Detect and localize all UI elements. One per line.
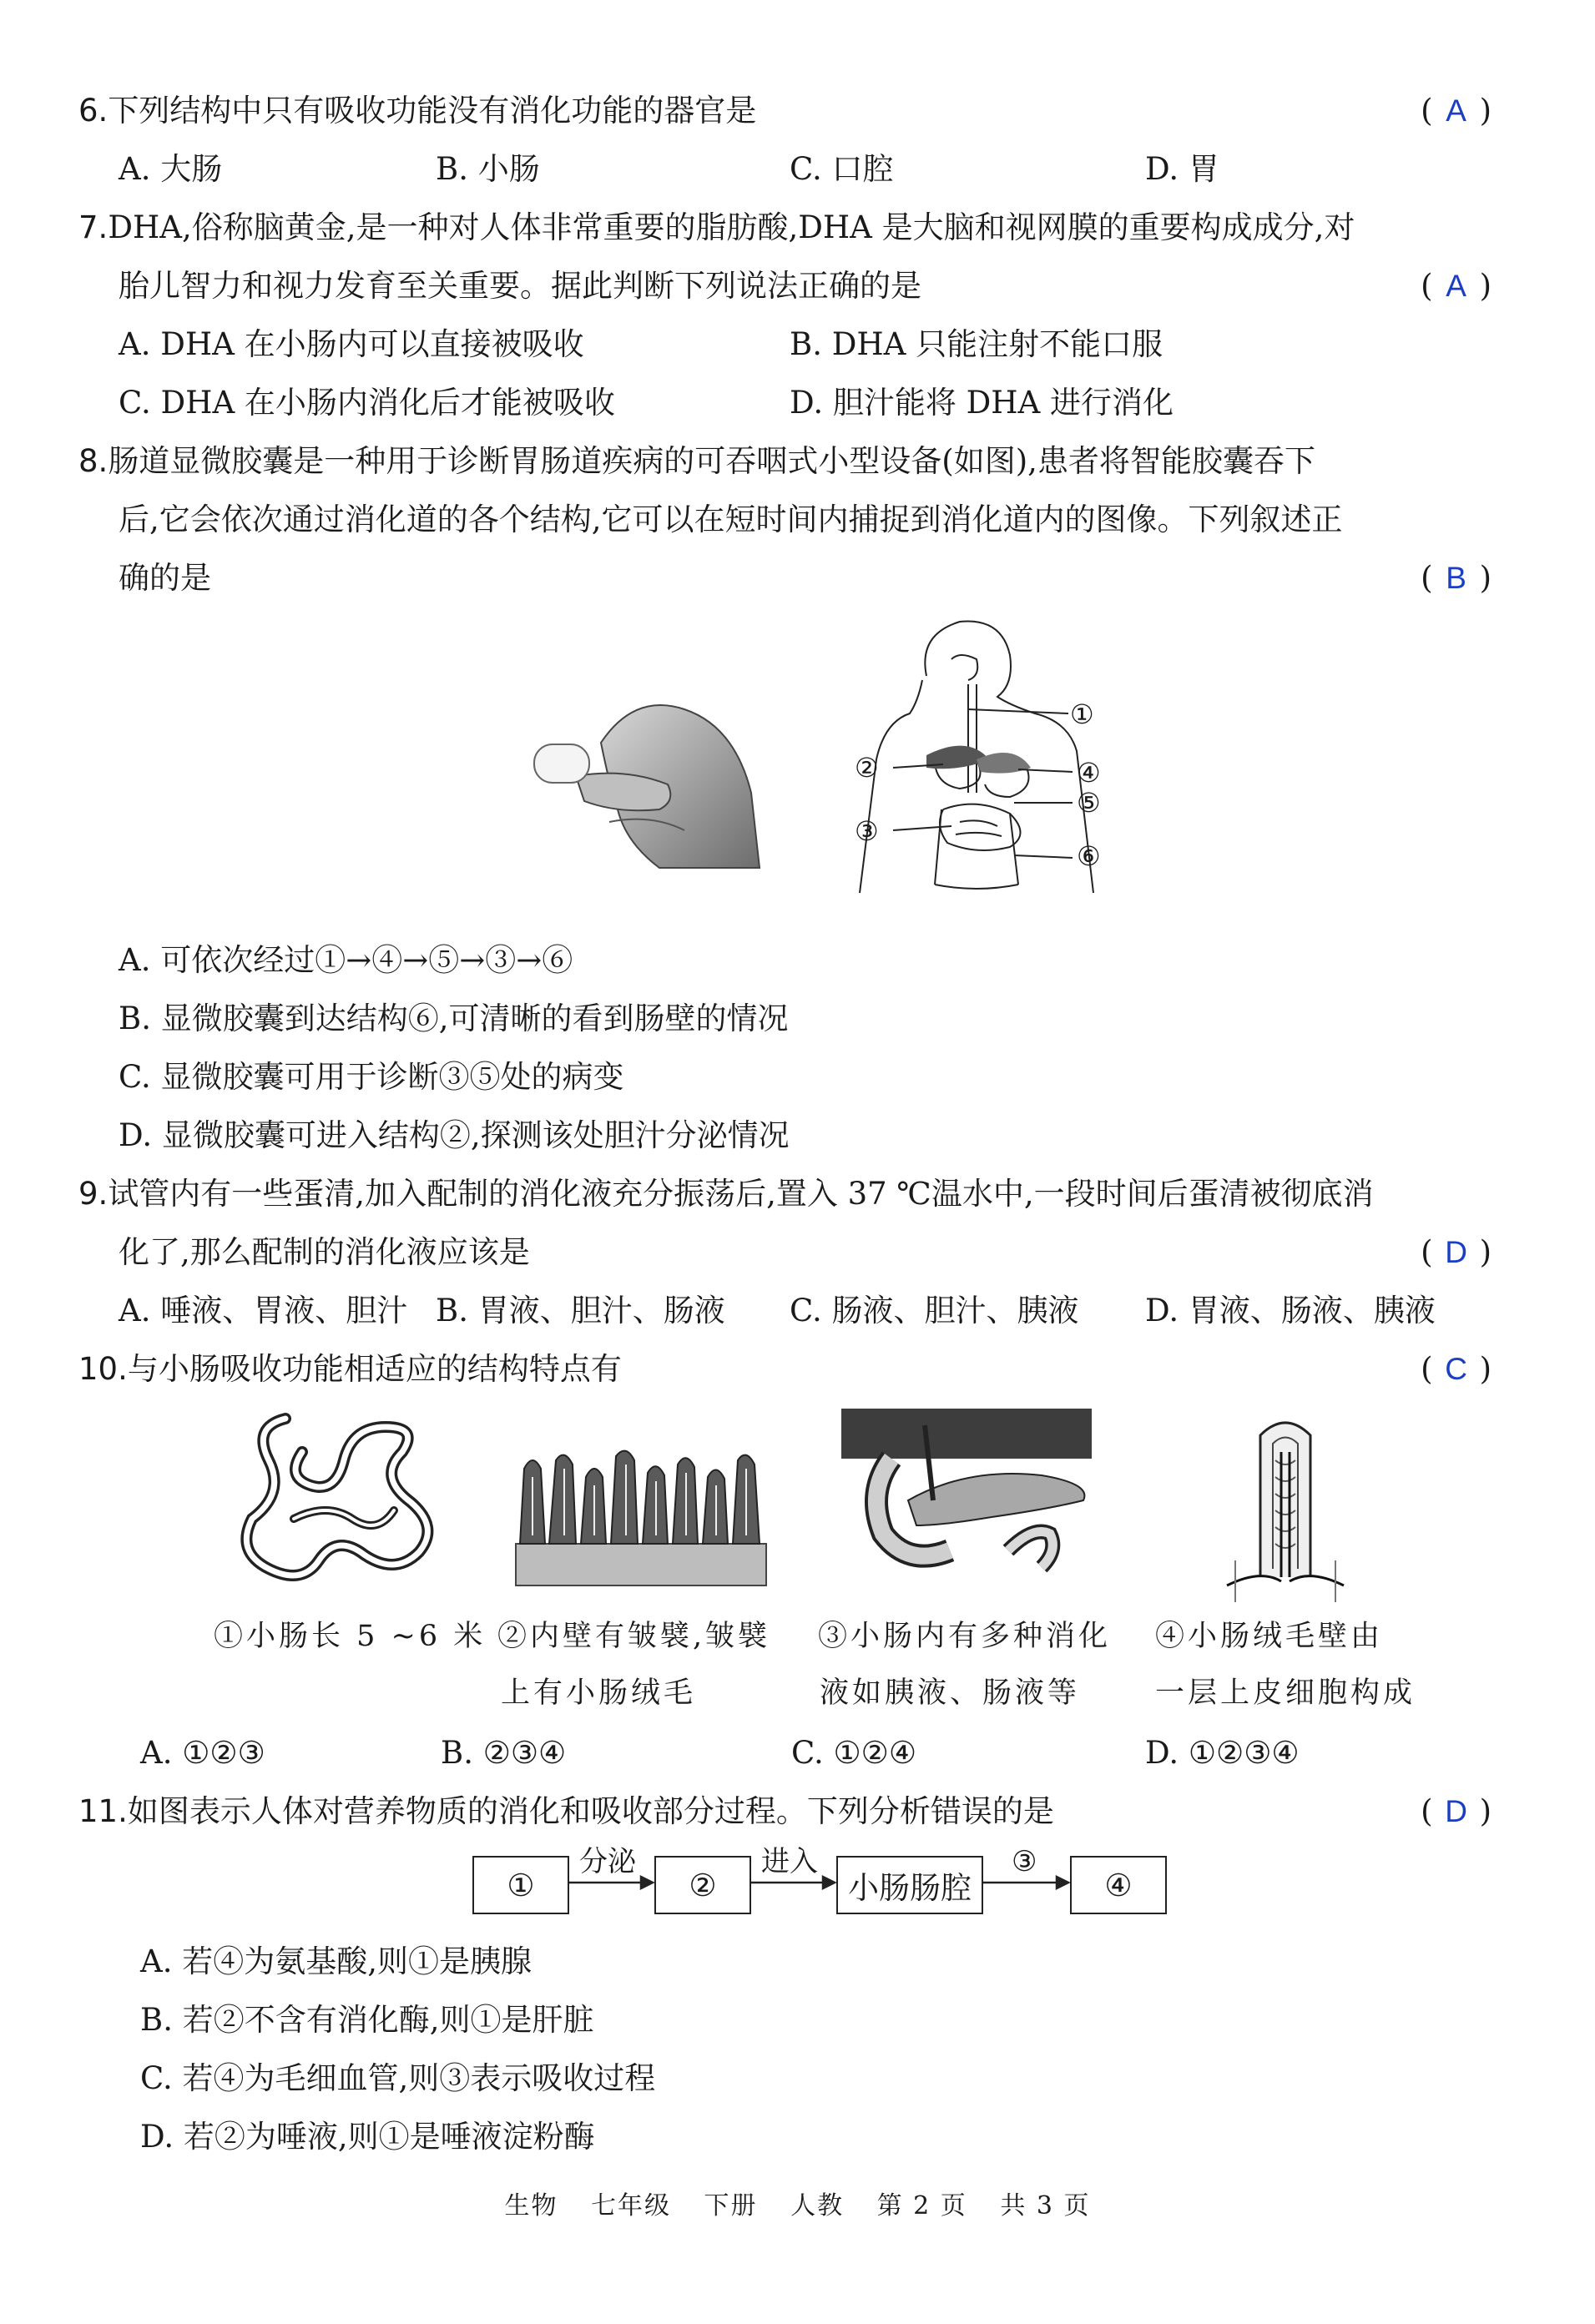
q6-option-a: A. 大肠 [119,151,223,187]
q9-stem-line1: 9.试管内有一些蛋清,加入配制的消化液充分振荡后,置入 37 ℃温水中,一段时间后蛋清被彻底消 [78,1176,1374,1212]
q8-answer: ( B ) [1421,560,1492,596]
q11-option-a: A. 若④为氨基酸,则①是胰腺 [140,1943,533,1979]
fig-label-3: ③ [855,815,879,847]
fig-label-6: ⑥ [1077,840,1101,872]
footer-page: 第 2 页 [876,2191,967,2221]
q6-option-d: D. 胃 [1145,151,1219,187]
q11-stem: 11.如图表示人体对营养物质的消化和吸收部分过程。下列分析错误的是 [78,1793,1054,1829]
q9-answer: ( D ) [1421,1234,1492,1270]
q6-option-c: C. 口腔 [790,151,894,187]
q11-answer: ( D ) [1421,1793,1492,1829]
q9-stem-line2: 化了,那么配制的消化液应该是 [119,1234,530,1270]
q8-stem-line1: 8.肠道显微胶囊是一种用于诊断胃肠道疾病的可吞咽式小型设备(如图),患者将智能胶囊吞下 [78,443,1315,479]
q8-stem-line2: 后,它会依次通过消化道的各个结构,它可以在短时间内捕捉到消化道内的图像。下列叙述正 [119,502,1343,537]
footer-grade: 七年级 [591,2191,671,2221]
fig-label-1: ① [1070,698,1094,730]
fig-label-4: ④ [1077,757,1101,789]
q7-stem-line1: 7.DHA,俗称脑黄金,是一种对人体非常重要的脂肪酸,DHA 是大脑和视网膜的重要构成成分,对 [78,209,1355,245]
q7-option-b: B. DHA 只能注射不能口服 [790,326,1163,362]
q10-answer: ( C ) [1421,1351,1492,1387]
footer-subject: 生物 [504,2191,558,2221]
flow-box-3: 小肠肠腔 [836,1856,983,1914]
q11-option-c: C. 若④为毛细血管,则③表示吸收过程 [140,2060,656,2096]
q10-caption-2-line2: 上有小肠绒毛 [501,1676,697,1710]
q9-option-c: C. 肠液、胆汁、胰液 [790,1293,1079,1328]
q10-caption-4-line1: ④小肠绒毛壁由 [1155,1620,1384,1653]
q8-option-d: D. 显微胶囊可进入结构②,探测该处胆汁分泌情况 [119,1117,790,1153]
fig-label-2: ② [855,752,879,784]
flow-arrow-label-2: 进入 [761,1845,818,1878]
q10-option-b: B. ②③④ [441,1735,567,1771]
flow-arrow-label-1: 分泌 [579,1845,636,1878]
q8-option-a: A. 可依次经过①→④→⑤→③→⑥ [119,942,573,978]
q7-option-c: C. DHA 在小肠内消化后才能被吸收 [119,385,615,421]
fig-label-5: ⑤ [1077,787,1101,819]
q7-option-d: D. 胆汁能将 DHA 进行消化 [790,385,1174,421]
q7-answer: ( A ) [1421,268,1492,304]
flow-box-4: ④ [1070,1856,1167,1914]
q10-option-a: A. ①②③ [140,1735,265,1771]
q8-option-b: B. 显微胶囊到达结构⑥,可清晰的看到肠壁的情况 [119,1001,789,1036]
q7-stem-line2: 胎儿智力和视力发育至关重要。据此判断下列说法正确的是 [119,268,921,304]
q10-stem: 10.与小肠吸收功能相适应的结构特点有 [78,1351,622,1387]
flow-box-2: ② [654,1856,751,1914]
footer-publisher: 人教 [790,2191,845,2221]
q10-option-d: D. ①②③④ [1145,1735,1300,1771]
q9-option-a: A. 唾液、胃液、胆汁 [119,1293,408,1328]
q7-option-a: A. DHA 在小肠内可以直接被吸收 [119,326,584,362]
q10-caption-4-line2: 一层上皮细胞构成 [1155,1676,1416,1710]
q10-caption-2-line1: ②内壁有皱襞,皱襞 [497,1620,771,1653]
q8-stem-line3: 确的是 [119,560,211,596]
q10-caption-3-line1: ③小肠内有多种消化 [818,1620,1112,1653]
footer-volume: 下册 [704,2191,758,2221]
q10-caption-1: ①小肠长 5 ~6 米 [214,1620,487,1653]
q11-option-d: D. 若②为唾液,则①是唾液淀粉酶 [140,2119,595,2155]
footer-total: 共 3 页 [1000,2191,1091,2221]
flow-box-1: ① [472,1856,569,1914]
q6-option-b: B. 小肠 [436,151,540,187]
page-footer [0,2185,1595,2221]
q10-option-c: C. ①②④ [791,1735,917,1771]
flow-arrow-label-3: ③ [1012,1845,1037,1878]
q6-answer: ( A ) [1421,93,1492,129]
q11-option-b: B. 若②不含有消化酶,则①是肝脏 [140,2002,594,2038]
q6-stem: 6.下列结构中只有吸收功能没有消化功能的器官是 [78,93,757,129]
q10-caption-3-line2: 液如胰液、肠液等 [820,1676,1081,1710]
q9-option-b: B. 胃液、胆汁、肠液 [436,1293,725,1328]
q9-option-d: D. 胃液、肠液、胰液 [1145,1293,1436,1328]
q8-option-c: C. 显微胶囊可用于诊断③⑤处的病变 [119,1059,624,1095]
